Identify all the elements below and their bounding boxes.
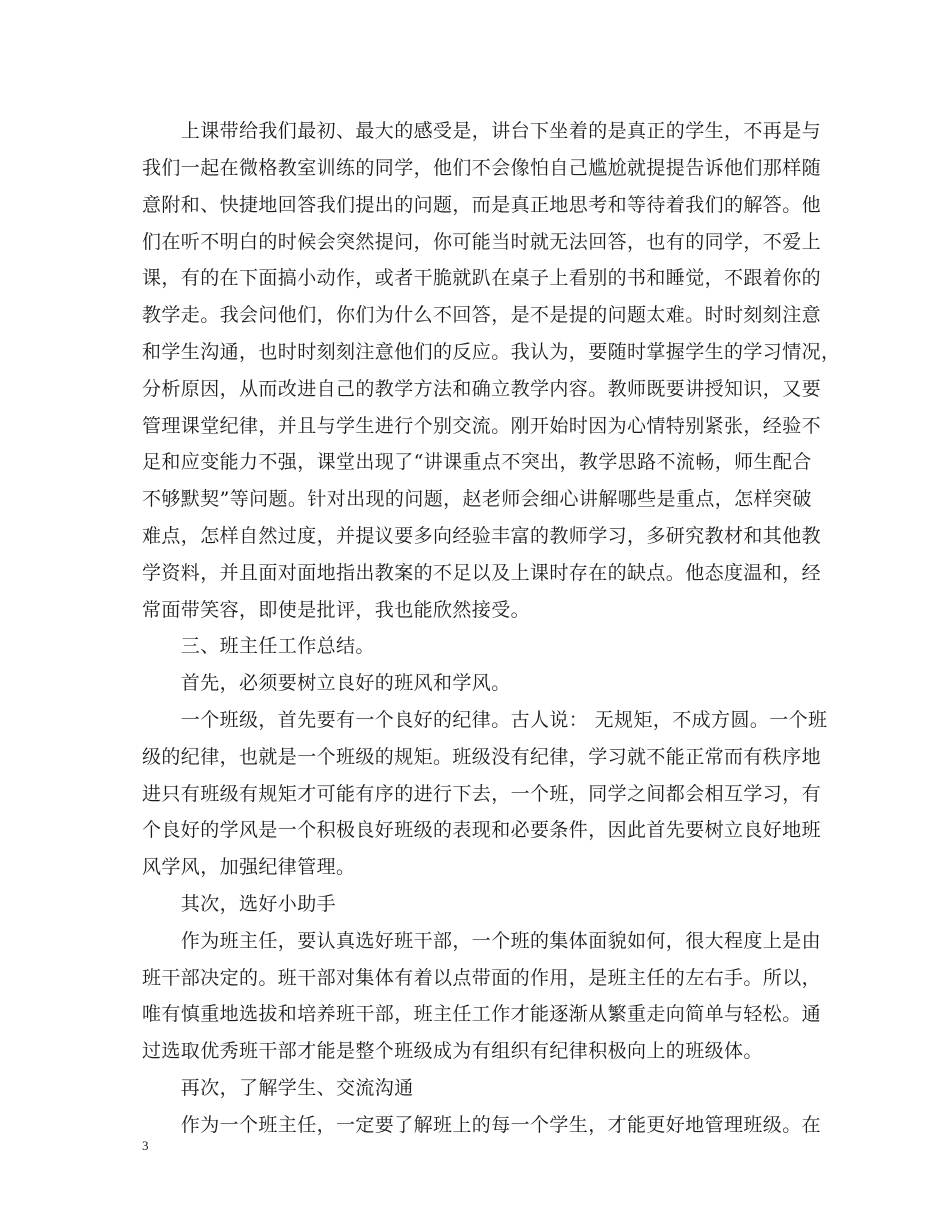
text-line: 级的纪律，也就是一个班级的规矩。班级没有纪律，学习就不能正常而有秩序地: [142, 746, 822, 768]
text-line: 分析原因，从而改进自己的教学方法和确立教学内容。教师既要讲授知识，又要: [142, 378, 822, 400]
text-line: 一个班级，首先要有一个良好的纪律。古人说： 无规矩，不成方圆。一个班: [142, 709, 828, 731]
section-heading: 三、班主任工作总结。: [142, 635, 375, 657]
text-line: 作为一个班主任，一定要了解班上的每一个学生，才能更好地管理班级。在: [142, 1114, 822, 1136]
text-line: 首先，必须要树立良好的班风和学风。: [142, 672, 511, 694]
text-line: 作为班主任，要认真选好班干部，一个班的集体面貌如何，很大程度上是由: [142, 930, 822, 952]
text-line: 不够默契”等问题。针对出现的问题，赵老师会细心讲解哪些是重点，怎样突破: [142, 488, 812, 510]
text-line: 学资料，并且面对面地指出教案的不足以及上课时存在的缺点。他态度温和，经: [142, 562, 822, 584]
text-line: 常面带笑容，即使是批评，我也能欣然接受。: [142, 599, 531, 621]
text-line: 过选取优秀班干部才能是整个班级成为有组织有纪律积极向上的班级体。: [142, 1040, 763, 1062]
text-line: 上课带给我们最初、最大的感受是，讲台下坐着的是真正的学生，不再是与: [142, 120, 822, 142]
page-number: 3: [142, 1138, 149, 1153]
text-line: 我们一起在微格教室训练的同学，他们不会像怕自己尴尬就提提告诉他们那样随: [142, 157, 822, 179]
text-line: 和学生沟通，也时时刻刻注意他们的反应。我认为，要随时掌握学生的学习情况，: [142, 341, 841, 363]
text-line: 足和应变能力不强，课堂出现了“讲课重点不突出，教学思路不流畅，师生配合: [142, 451, 812, 473]
text-line: 教学走。我会问他们，你们为什么不回答，是不是提的问题太难。时时刻刻注意: [142, 304, 822, 326]
text-line: 班干部决定的。班干部对集体有着以点带面的作用，是班主任的左右手。所以，: [142, 967, 822, 989]
text-line: 风学风，加强纪律管理。: [142, 856, 356, 878]
text-line: 唯有慎重地选拔和培养班干部，班主任工作才能逐渐从繁重走向简单与轻松。通: [142, 1003, 822, 1025]
text-line: 难点，怎样自然过度，并提议要多向经验丰富的教师学习，多研究教材和其他教: [142, 525, 822, 547]
text-line: 们在听不明白的时候会突然提问，你可能当时就无法回答，也有的同学，不爱上: [142, 231, 822, 253]
text-line: 再次，了解学生、交流沟通: [142, 1077, 414, 1099]
text-line: 意附和、快捷地回答我们提出的问题，而是真正地思考和等待着我们的解答。他: [142, 194, 822, 216]
text-line: 个良好的学风是一个积极良好班级的表现和必要条件，因此首先要树立良好地班: [142, 819, 822, 841]
text-line: 其次，选好小助手: [142, 893, 337, 915]
text-line: 管理课堂纪律，并且与学生进行个别交流。刚开始时因为心情特别紧张，经验不: [142, 415, 822, 437]
text-line: 课，有的在下面搞小动作，或者干脆就趴在桌子上看别的书和睡觉，不跟着你的: [142, 267, 822, 289]
text-line: 进只有班级有规矩才可能有序的进行下去，一个班，同学之间都会相互学习，有: [142, 783, 822, 805]
